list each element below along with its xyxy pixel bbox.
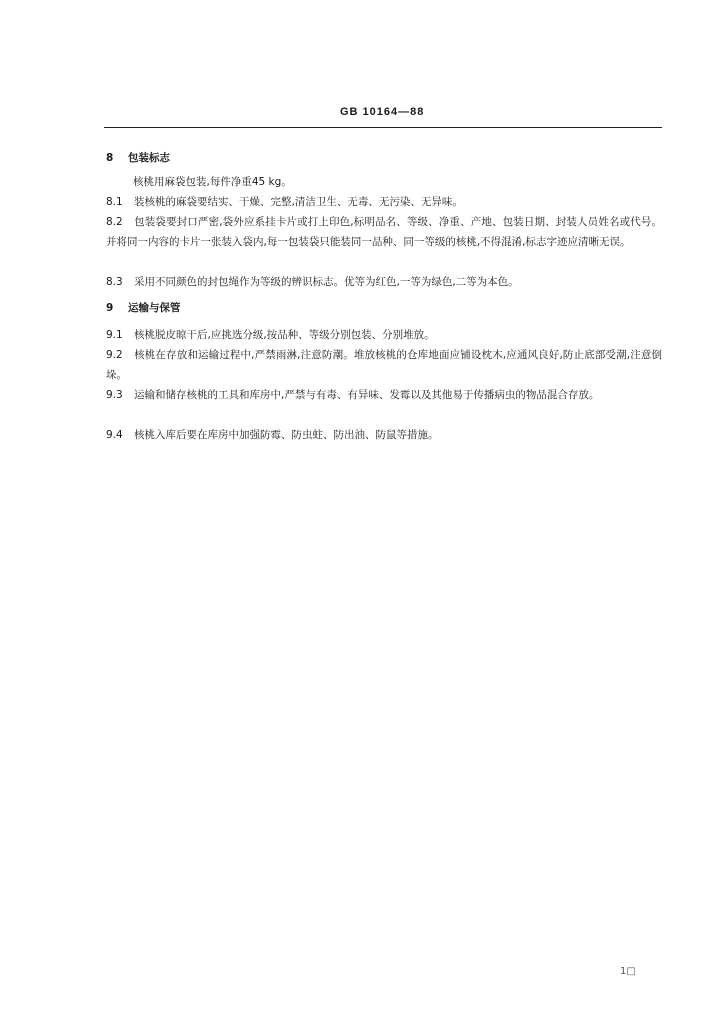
clause-text: 装核桃的麻袋要结实、干燥、完整,清洁卫生、无毒、无污染、无异味。	[134, 196, 463, 208]
clause-9-2	[106, 345, 662, 385]
clause-number: 9.1	[106, 329, 123, 341]
page-number: 1□	[620, 966, 636, 977]
header-rule	[104, 127, 662, 128]
clause-8-2	[106, 212, 662, 252]
clause-text: 采用不同颜色的封包绳作为等级的辨识标志。优等为红色,一等为绿色,二等为本色。	[134, 276, 519, 288]
clause-number: 8.2	[106, 216, 123, 228]
section-title: 包装标志	[128, 152, 170, 164]
clause-text: 核桃脱皮晾干后,应挑选分级,按品种、等级分别包装、分别堆放。	[134, 329, 435, 341]
section-8-intro: 核桃用麻袋包装,每件净重45 kg。	[133, 176, 292, 188]
clause-9-3	[106, 385, 662, 405]
clause-number: 9.4	[106, 429, 123, 441]
clause-8-1	[106, 192, 662, 212]
clause-number: 9.3	[106, 389, 123, 401]
clause-text: 核桃入库后要在库房中加强防霉、防虫蛀、防出油、防鼠等措施。	[134, 429, 439, 441]
standard-code-header: GB 10164—88	[340, 106, 425, 118]
section-title: 运输与保管	[128, 302, 181, 314]
clause-number: 8.3	[106, 276, 123, 288]
clause-text: 包装袋要封口严密,袋外应系挂卡片或打上印色,标明品名、等级、净重、产地、包装日期、封装人员姓名或代号。并将同一内容的卡片一张装入袋内,每一包装袋只能装同一品种、同一等级的核桃,不得混淆,标志字迹应清晰无误。	[106, 216, 662, 248]
clause-number: 9.2	[106, 349, 123, 361]
clause-9-1	[106, 325, 662, 345]
section-9-heading	[106, 300, 181, 315]
section-8-heading	[106, 150, 170, 165]
clause-text: 运输和储存核桃的工具和库房中,严禁与有毒、有异味、发霉以及其他易于传播病虫的物品混合存放。	[134, 389, 600, 401]
section-number: 8	[106, 152, 114, 164]
clause-number: 8.1	[106, 196, 123, 208]
clause-9-4	[106, 425, 662, 445]
section-number: 9	[106, 302, 114, 314]
clause-text: 核桃在存放和运输过程中,严禁雨淋,注意防潮。堆放核桃的仓库地面应铺设枕木,应通风良好,防止底部受潮,注意倒垛。	[106, 349, 662, 381]
clause-8-3	[106, 272, 662, 292]
